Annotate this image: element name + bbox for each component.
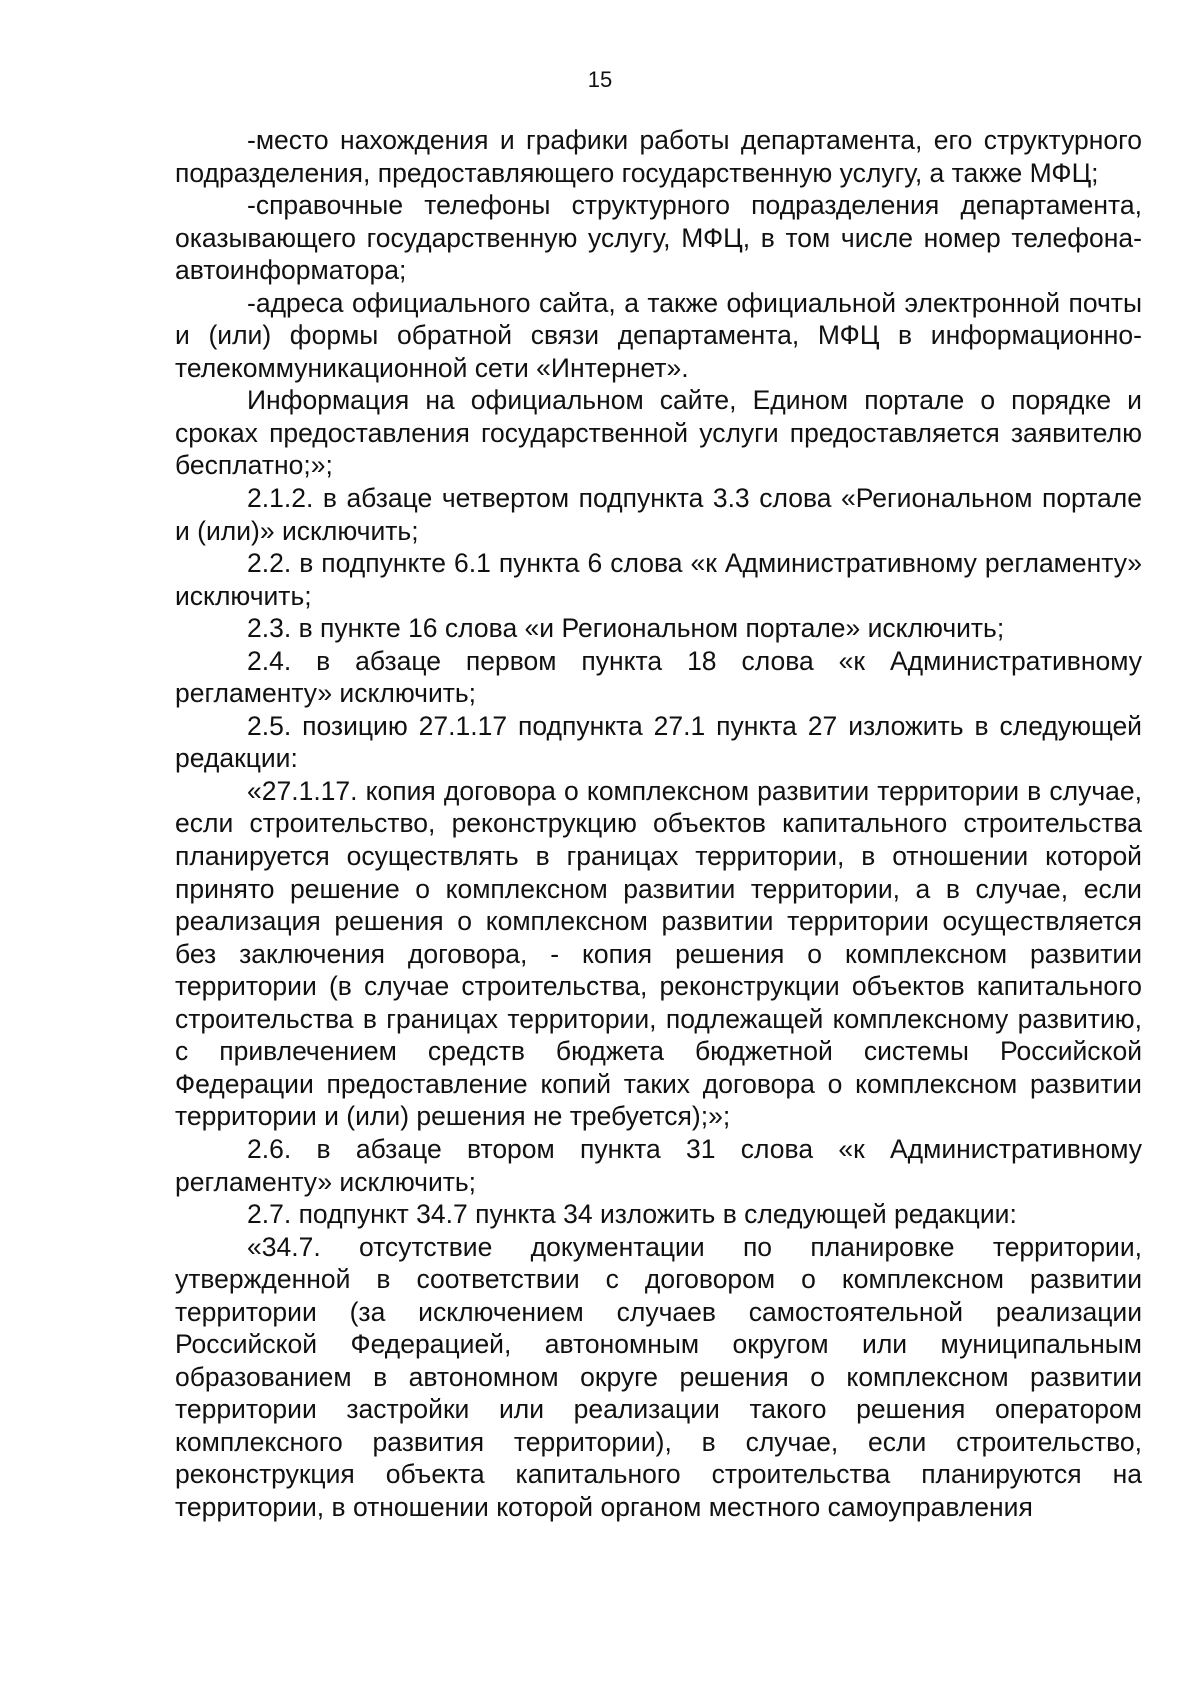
paragraph-item-2-1-2: 2.1.2. в абзаце четвертом подпункта 3.3 слова «Региональном портале и (или)» исключить; <box>175 483 1142 546</box>
document-body <box>175 124 1142 1524</box>
paragraph-location-schedule: -место нахождения и графики работы департамента, его структурного подразделения, предоставляющего государственную услугу, а также МФЦ; <box>175 125 1142 188</box>
paragraph-item-2-7: 2.7. подпункт 34.7 пункта 34 изложить в следующей редакции: <box>247 1199 1017 1230</box>
page-number: 15 <box>587 67 613 92</box>
paragraph-information-free: Информация на официальном сайте, Едином портале о порядке и сроках предоставления государственной услуги предоставляется заявителю бесплатно;»; <box>175 385 1142 481</box>
paragraph-item-2-6: 2.6. в абзаце втором пункта 31 слова «к Административному регламенту» исключить; <box>175 1133 1142 1197</box>
paragraph-position-27-1-17: «27.1.17. копия договора о комплексном развитии территории в случае, если строительство, реконструкцию объектов капитального строительства планируется осуществлять в границах территории, в отношении которой принято решение о комплексном развитии территории, а в случае, если реализация решения о комплексном развитии территории осуществляется без заключения договора, - копия решения о комплексном развитии территории (в случае строительства, реконструкции объектов капитального строительства в границах территории, подлежащей комплексному развитию, с привлечением средств бюджета бюджетной системы Российской Федерации предоставление копий таких договора о комплексном развитии территории и (или) решения не требуется);»; <box>175 775 1142 1132</box>
paragraph-item-2-5: 2.5. позицию 27.1.17 подпункта 27.1 пункта 27 изложить в следующей редакции: <box>175 710 1142 774</box>
paragraph-website-addresses: -адреса официального сайта, а также официальной электронной почты и (или) формы обратной связи департамента, МФЦ в информационно-телекоммуникационной сети «Интернет». <box>175 287 1142 383</box>
paragraph-item-2-2: 2.2. в подпункте 6.1 пункта 6 слова «к Административному регламенту» исключить; <box>175 548 1142 611</box>
paragraph-item-2-4: 2.4. в абзаце первом пункта 18 слова «к Административному регламенту» исключить; <box>175 645 1142 709</box>
paragraph-item-2-3: 2.3. в пункте 16 слова «и Региональном портале» исключить; <box>247 613 1005 644</box>
paragraph-reference-phones: -справочные телефоны структурного подразделения департамента, оказывающего государственную услугу, МФЦ, в том числе номер телефона-автоинформатора; <box>175 190 1142 286</box>
paragraph-subitem-34-7: «34.7. отсутствие документации по планировке территории, утвержденной в соответствии с договором о комплексном развитии территории (за исключением случаев самостоятельной реализации Российской Федерацией, автономным округом или муниципальным образованием в автономном округе решения о комплексном развитии территории застройки или реализации такого решения оператором комплексного развития территории), в случае, если строительство, реконструкция объекта капитального строительства планируются на территории, в отношении которой органом местного самоуправления <box>175 1231 1142 1522</box>
